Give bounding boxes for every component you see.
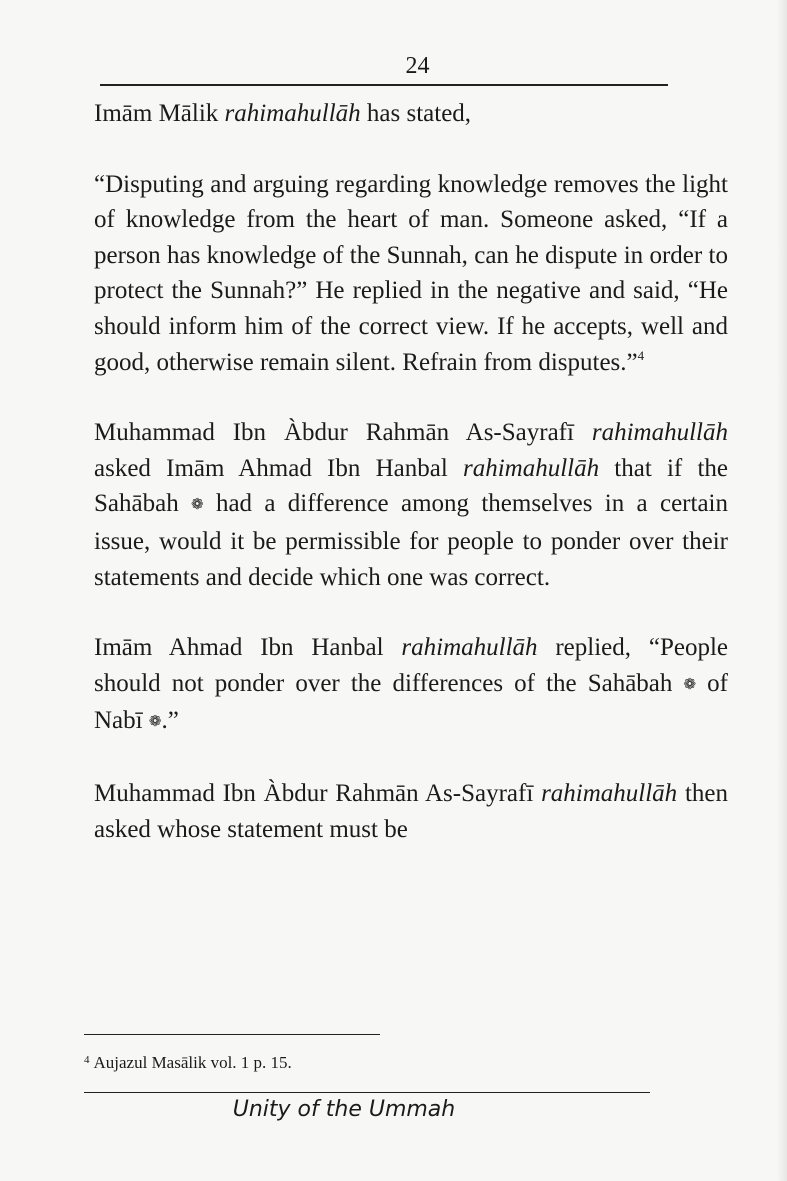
paragraph-1-prefix: Imām Mālik xyxy=(94,100,225,127)
honorific-term: rahimahullāh xyxy=(591,419,728,447)
paragraph-2-quote xyxy=(94,167,728,381)
honorific-term: rahimahullāh xyxy=(541,779,678,807)
footnote-rule xyxy=(84,1034,380,1035)
paragraph-5-part-1: Muhammad Ibn Àbdur Rahmān As-Sayrafī xyxy=(94,779,542,807)
honorific-term: rahimahullāh xyxy=(224,100,361,127)
honorific-symbol-icon: ❁ xyxy=(683,676,697,693)
quote-text: “Disputing and arguing regarding knowledge removes the light of knowledge from the heart of man. Someone asked, “If a person has knowledge of the Sunnah, can he dispute in order to protect the Sunnah?” He replied in the negative and said, “He should inform him of the correct view. If he accepts, well and good, otherwise remain silent. Refrain from disputes.” xyxy=(94,170,728,376)
body-text xyxy=(94,96,728,882)
paragraph-4-part-2: replied, “People should not ponder over the differences of the Sahābah xyxy=(94,634,728,697)
header-rule xyxy=(100,84,668,86)
paragraph-4 xyxy=(94,630,728,741)
footnote xyxy=(84,1052,684,1074)
running-footer-title: Unity of the Ummah xyxy=(232,1097,456,1122)
footnote-reference: 4 xyxy=(637,347,645,363)
paragraph-3 xyxy=(94,415,728,595)
footnote-number: 4 xyxy=(84,1054,90,1066)
honorific-symbol-icon: ❁ xyxy=(191,497,204,514)
honorific-symbol-icon: ❁ xyxy=(148,714,162,731)
page-edge-shadow xyxy=(777,0,787,1181)
honorific-term: rahimahullāh xyxy=(462,454,600,482)
page-number: 24 xyxy=(405,53,430,79)
paragraph-4-part-3: of Nabī xyxy=(94,669,728,735)
paragraph-3-part-2: asked Imām Ahmad Ibn Hanbal xyxy=(94,454,463,482)
paragraph-1 xyxy=(94,96,728,132)
paragraph-3-part-4: had a difference among themselves in a certain issue, would it be permissible for people to ponder over their statements and decide which one was correct. xyxy=(94,490,728,591)
paragraph-4-part-1: Imām Ahmad Ibn Hanbal xyxy=(94,634,402,662)
paragraph-5 xyxy=(94,776,728,847)
paragraph-1-suffix: has stated, xyxy=(360,100,472,127)
paragraph-4-part-4: .” xyxy=(161,707,179,735)
paragraph-5-part-2: then asked whose statement must be xyxy=(94,779,728,843)
paragraph-3-part-1: Muhammad Ibn Àbdur Rahmān As-Sayrafī xyxy=(94,419,592,447)
footer-rule xyxy=(84,1092,650,1093)
honorific-term: rahimahullāh xyxy=(401,634,538,662)
footnote-text: Aujazul Masālik vol. 1 p. 15. xyxy=(93,1053,292,1072)
paragraph-3-part-3: that if the Sahābah xyxy=(94,454,728,518)
